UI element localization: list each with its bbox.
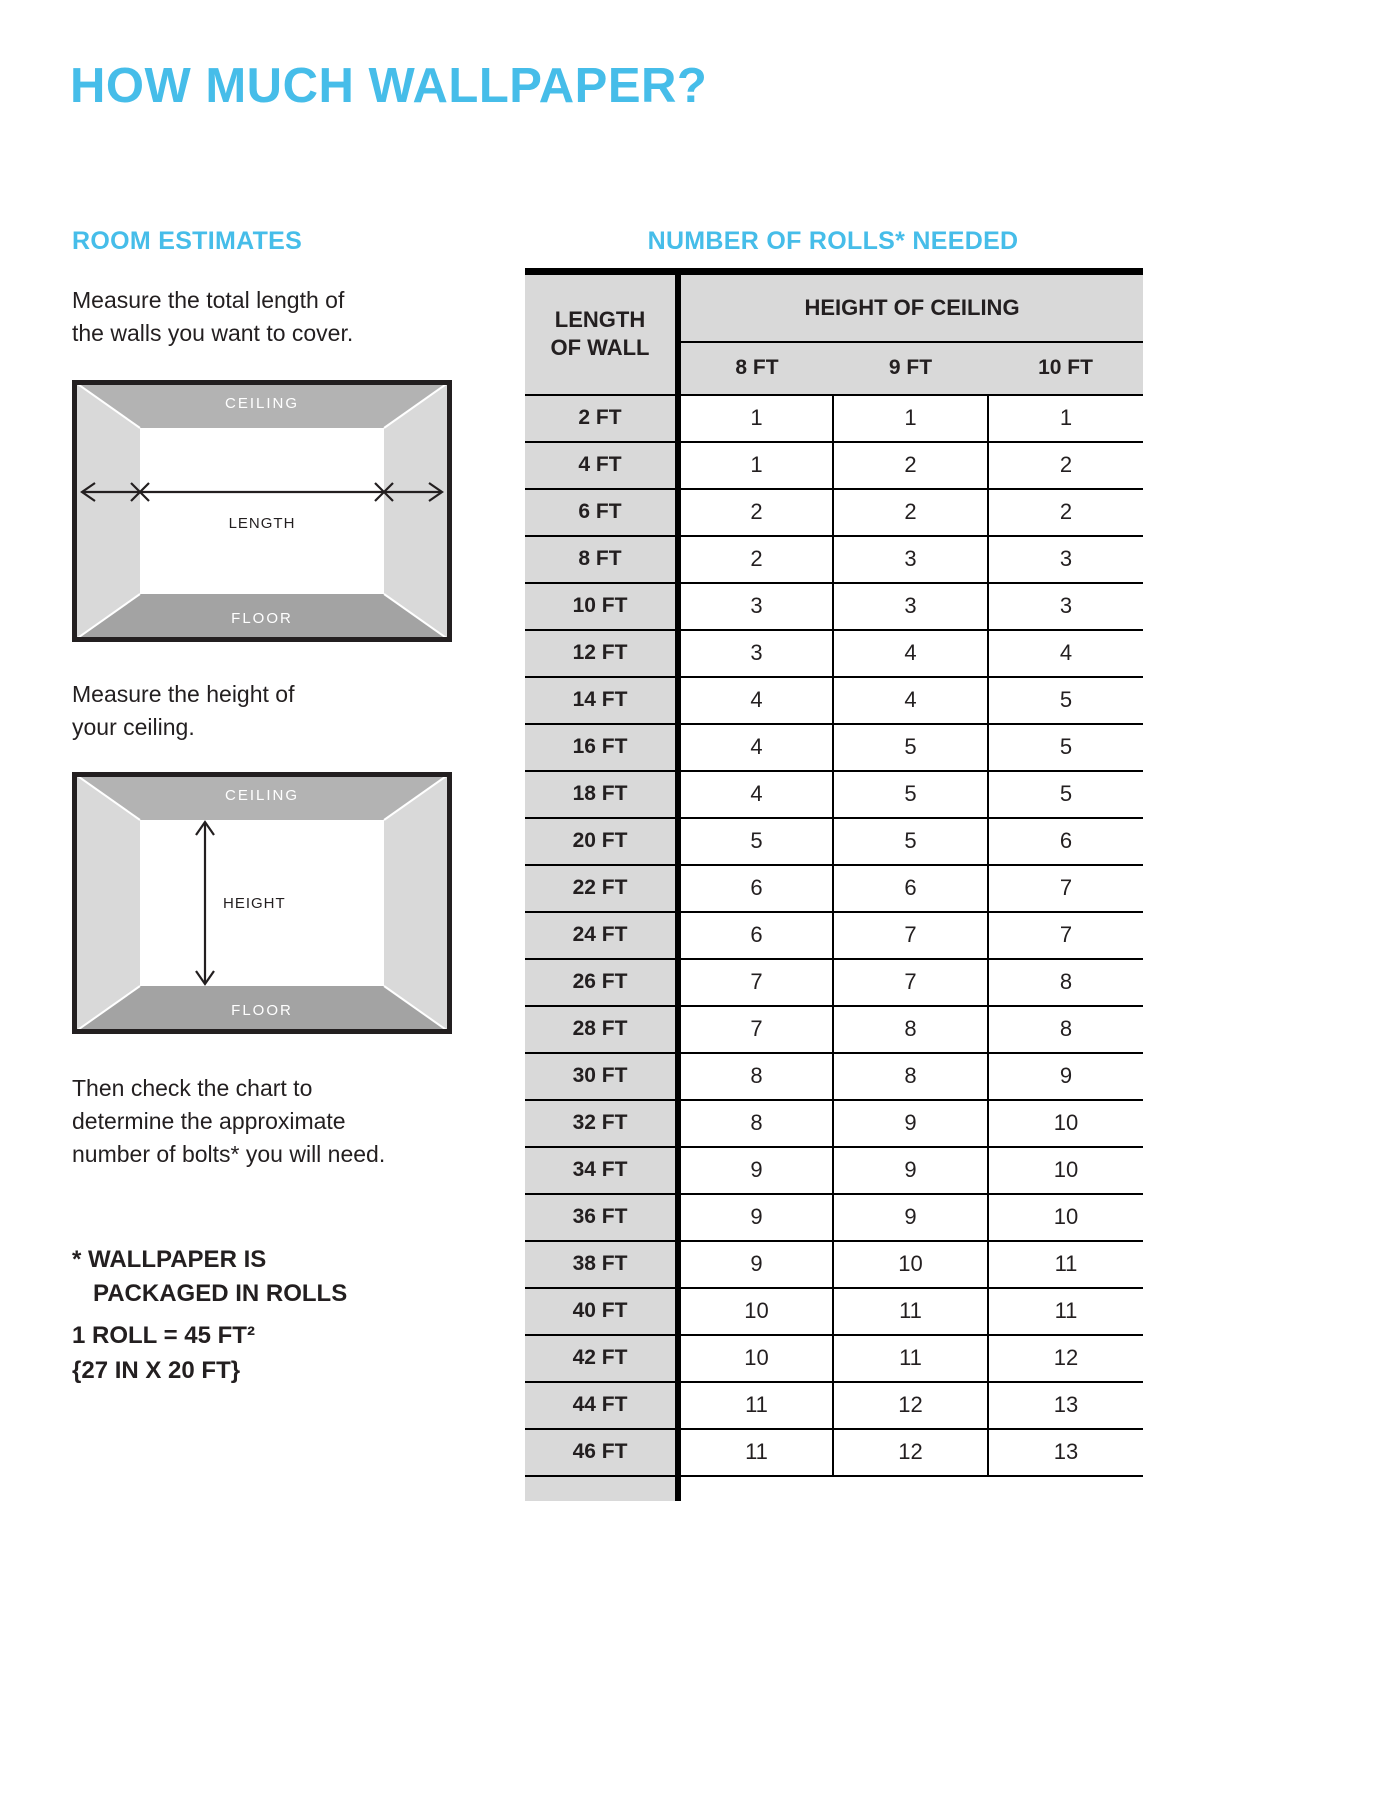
- ceiling-8ft-header: 8 FT: [678, 342, 833, 395]
- table-row: [525, 818, 1143, 865]
- rolls-count-cell: 5: [988, 677, 1143, 724]
- rolls-count-cell: 8: [988, 959, 1143, 1006]
- rolls-count-cell: 5: [833, 818, 988, 865]
- table-row: [525, 865, 1143, 912]
- wall-length-cell: 20 FT: [525, 818, 678, 865]
- rolls-count-cell: 9: [833, 1147, 988, 1194]
- rolls-count-cell: 2: [988, 489, 1143, 536]
- table-row: [525, 489, 1143, 536]
- wall-length-cell: 4 FT: [525, 442, 678, 489]
- instruction-line: number of bolts* you will need.: [72, 1141, 386, 1167]
- rolls-count-cell: 11: [833, 1335, 988, 1382]
- rolls-count-cell: 9: [678, 1194, 833, 1241]
- rolls-count-cell: 1: [678, 442, 833, 489]
- rolls-count-cell: 4: [833, 677, 988, 724]
- rolls-count-cell: 7: [833, 912, 988, 959]
- table-row: [525, 1335, 1143, 1382]
- rolls-count-cell: 10: [988, 1100, 1143, 1147]
- rolls-count-cell: 5: [988, 724, 1143, 771]
- wall-length-cell: 42 FT: [525, 1335, 678, 1382]
- wall-length-cell: 2 FT: [525, 395, 678, 442]
- wall-length-cell: 46 FT: [525, 1429, 678, 1476]
- rolls-count-cell: 9: [678, 1241, 833, 1288]
- rolls-count-cell: 2: [988, 442, 1143, 489]
- rolls-count-cell: 10: [833, 1241, 988, 1288]
- floor-label: FLOOR: [231, 610, 293, 627]
- rolls-table: [525, 268, 1143, 1501]
- rolls-count-cell: 1: [988, 395, 1143, 442]
- wall-length-cell: 38 FT: [525, 1241, 678, 1288]
- table-header-row: [525, 272, 1143, 342]
- footnote-line: PACKAGED IN ROLLS: [93, 1280, 348, 1307]
- instruction-line: determine the approximate: [72, 1108, 346, 1134]
- wall-length-cell: 44 FT: [525, 1382, 678, 1429]
- rolls-count-cell: 2: [678, 489, 833, 536]
- rolls-count-cell: 3: [833, 536, 988, 583]
- rolls-count-cell: 7: [678, 1006, 833, 1053]
- spacer-cell: [678, 1476, 1143, 1501]
- room-height-diagram: [72, 772, 452, 1034]
- roll-size-line: 1 ROLL = 45 FT²: [72, 1322, 255, 1349]
- wall-length-cell: 16 FT: [525, 724, 678, 771]
- height-of-ceiling-header: HEIGHT OF CEILING: [678, 272, 1143, 342]
- wall-length-cell: 10 FT: [525, 583, 678, 630]
- wall-length-cell: 30 FT: [525, 1053, 678, 1100]
- table-footer-spacer: [525, 1476, 1143, 1501]
- header-line: OF WALL: [550, 335, 650, 361]
- instruction-line: the walls you want to cover.: [72, 320, 354, 346]
- rolls-count-cell: 1: [833, 395, 988, 442]
- length-of-wall-header: [525, 272, 678, 395]
- table-row: [525, 1429, 1143, 1476]
- roll-size-info: [72, 1318, 255, 1388]
- table-row: [525, 959, 1143, 1006]
- table-row: [525, 1288, 1143, 1335]
- roll-size-line: {27 IN X 20 FT}: [72, 1357, 241, 1384]
- rolls-count-cell: 12: [988, 1335, 1143, 1382]
- table-row: [525, 630, 1143, 677]
- wall-length-cell: 22 FT: [525, 865, 678, 912]
- table-row: [525, 1006, 1143, 1053]
- rolls-count-cell: 6: [678, 912, 833, 959]
- wallpaper-rolls-footnote: [72, 1243, 347, 1311]
- rolls-count-cell: 9: [988, 1053, 1143, 1100]
- table-row: [525, 724, 1143, 771]
- footnote-line: * WALLPAPER IS: [72, 1246, 267, 1273]
- wall-length-cell: 18 FT: [525, 771, 678, 818]
- rolls-count-cell: 10: [678, 1288, 833, 1335]
- table-row: [525, 395, 1143, 442]
- table-row: [525, 1147, 1143, 1194]
- rolls-count-cell: 11: [678, 1382, 833, 1429]
- rolls-count-cell: 6: [988, 818, 1143, 865]
- rolls-count-cell: 11: [988, 1241, 1143, 1288]
- rolls-count-cell: 8: [988, 1006, 1143, 1053]
- rolls-table-container: [525, 268, 1143, 1501]
- length-label: LENGTH: [228, 515, 296, 532]
- ceiling-label: CEILING: [224, 787, 300, 804]
- instruction-line: Then check the chart to: [72, 1075, 313, 1101]
- page-title: HOW MUCH WALLPAPER?: [70, 59, 708, 113]
- rolls-count-cell: 7: [678, 959, 833, 1006]
- rolls-count-cell: 8: [833, 1006, 988, 1053]
- rolls-count-cell: 6: [678, 865, 833, 912]
- wall-length-cell: 26 FT: [525, 959, 678, 1006]
- instruction-line: your ceiling.: [72, 714, 195, 740]
- wall-length-cell: 32 FT: [525, 1100, 678, 1147]
- room-estimates-heading: ROOM ESTIMATES: [72, 227, 303, 255]
- ceiling-label: CEILING: [224, 395, 300, 412]
- rolls-count-cell: 2: [833, 489, 988, 536]
- rolls-count-cell: 3: [678, 630, 833, 677]
- height-label: HEIGHT: [223, 895, 286, 912]
- rolls-count-cell: 9: [678, 1147, 833, 1194]
- rolls-count-cell: 8: [678, 1100, 833, 1147]
- rolls-count-cell: 7: [988, 865, 1143, 912]
- table-row: [525, 1053, 1143, 1100]
- table-row: [525, 1194, 1143, 1241]
- rolls-count-cell: 4: [833, 630, 988, 677]
- table-row: [525, 1382, 1143, 1429]
- rolls-count-cell: 1: [678, 395, 833, 442]
- wall-length-cell: 40 FT: [525, 1288, 678, 1335]
- rolls-count-cell: 7: [988, 912, 1143, 959]
- rolls-count-cell: 6: [833, 865, 988, 912]
- rolls-count-cell: 13: [988, 1429, 1143, 1476]
- rolls-count-cell: 9: [833, 1194, 988, 1241]
- wall-length-cell: 24 FT: [525, 912, 678, 959]
- wall-length-cell: 14 FT: [525, 677, 678, 724]
- rolls-needed-heading: NUMBER OF ROLLS* NEEDED: [647, 227, 1019, 255]
- rolls-count-cell: 3: [678, 583, 833, 630]
- wall-length-cell: 12 FT: [525, 630, 678, 677]
- wall-length-cell: 36 FT: [525, 1194, 678, 1241]
- rolls-count-cell: 4: [678, 677, 833, 724]
- table-row: [525, 677, 1143, 724]
- ceiling-9ft-header: 9 FT: [833, 342, 988, 395]
- wall-length-cell: 6 FT: [525, 489, 678, 536]
- instruction-measure-height: [72, 678, 294, 744]
- rolls-count-cell: 5: [678, 818, 833, 865]
- rolls-count-cell: 12: [833, 1429, 988, 1476]
- rolls-count-cell: 2: [678, 536, 833, 583]
- table-row: [525, 536, 1143, 583]
- rolls-count-cell: 3: [988, 583, 1143, 630]
- rolls-count-cell: 4: [988, 630, 1143, 677]
- instruction-measure-length: [72, 284, 353, 350]
- table-row: [525, 442, 1143, 489]
- rolls-count-cell: 3: [833, 583, 988, 630]
- table-row: [525, 912, 1143, 959]
- back-wall: [140, 428, 384, 594]
- rolls-count-cell: 5: [988, 771, 1143, 818]
- instruction-line: Measure the total length of: [72, 287, 345, 313]
- instruction-check-chart: [72, 1072, 385, 1171]
- rolls-count-cell: 8: [678, 1053, 833, 1100]
- rolls-count-cell: 13: [988, 1382, 1143, 1429]
- rolls-count-cell: 3: [988, 536, 1143, 583]
- rolls-count-cell: 7: [833, 959, 988, 1006]
- rolls-count-cell: 4: [678, 724, 833, 771]
- rolls-count-cell: 10: [988, 1147, 1143, 1194]
- room-length-diagram: [72, 380, 452, 642]
- header-line: LENGTH: [554, 307, 646, 333]
- rolls-count-cell: 5: [833, 724, 988, 771]
- label-column-end-cap: [525, 1476, 678, 1501]
- table-row: [525, 771, 1143, 818]
- rolls-count-cell: 8: [833, 1053, 988, 1100]
- rolls-count-cell: 11: [833, 1288, 988, 1335]
- wall-length-cell: 28 FT: [525, 1006, 678, 1053]
- rolls-count-cell: 12: [833, 1382, 988, 1429]
- rolls-count-cell: 4: [678, 771, 833, 818]
- instruction-line: Measure the height of: [72, 681, 295, 707]
- wall-length-cell: 8 FT: [525, 536, 678, 583]
- rolls-count-cell: 11: [678, 1429, 833, 1476]
- rolls-count-cell: 5: [833, 771, 988, 818]
- rolls-count-cell: 10: [988, 1194, 1143, 1241]
- rolls-count-cell: 9: [833, 1100, 988, 1147]
- rolls-count-cell: 11: [988, 1288, 1143, 1335]
- wall-length-cell: 34 FT: [525, 1147, 678, 1194]
- table-row: [525, 583, 1143, 630]
- table-row: [525, 1100, 1143, 1147]
- floor-label: FLOOR: [231, 1002, 293, 1019]
- rolls-table-body: [525, 395, 1143, 1476]
- ceiling-10ft-header: 10 FT: [988, 342, 1143, 395]
- rolls-count-cell: 2: [833, 442, 988, 489]
- table-row: [525, 1241, 1143, 1288]
- rolls-count-cell: 10: [678, 1335, 833, 1382]
